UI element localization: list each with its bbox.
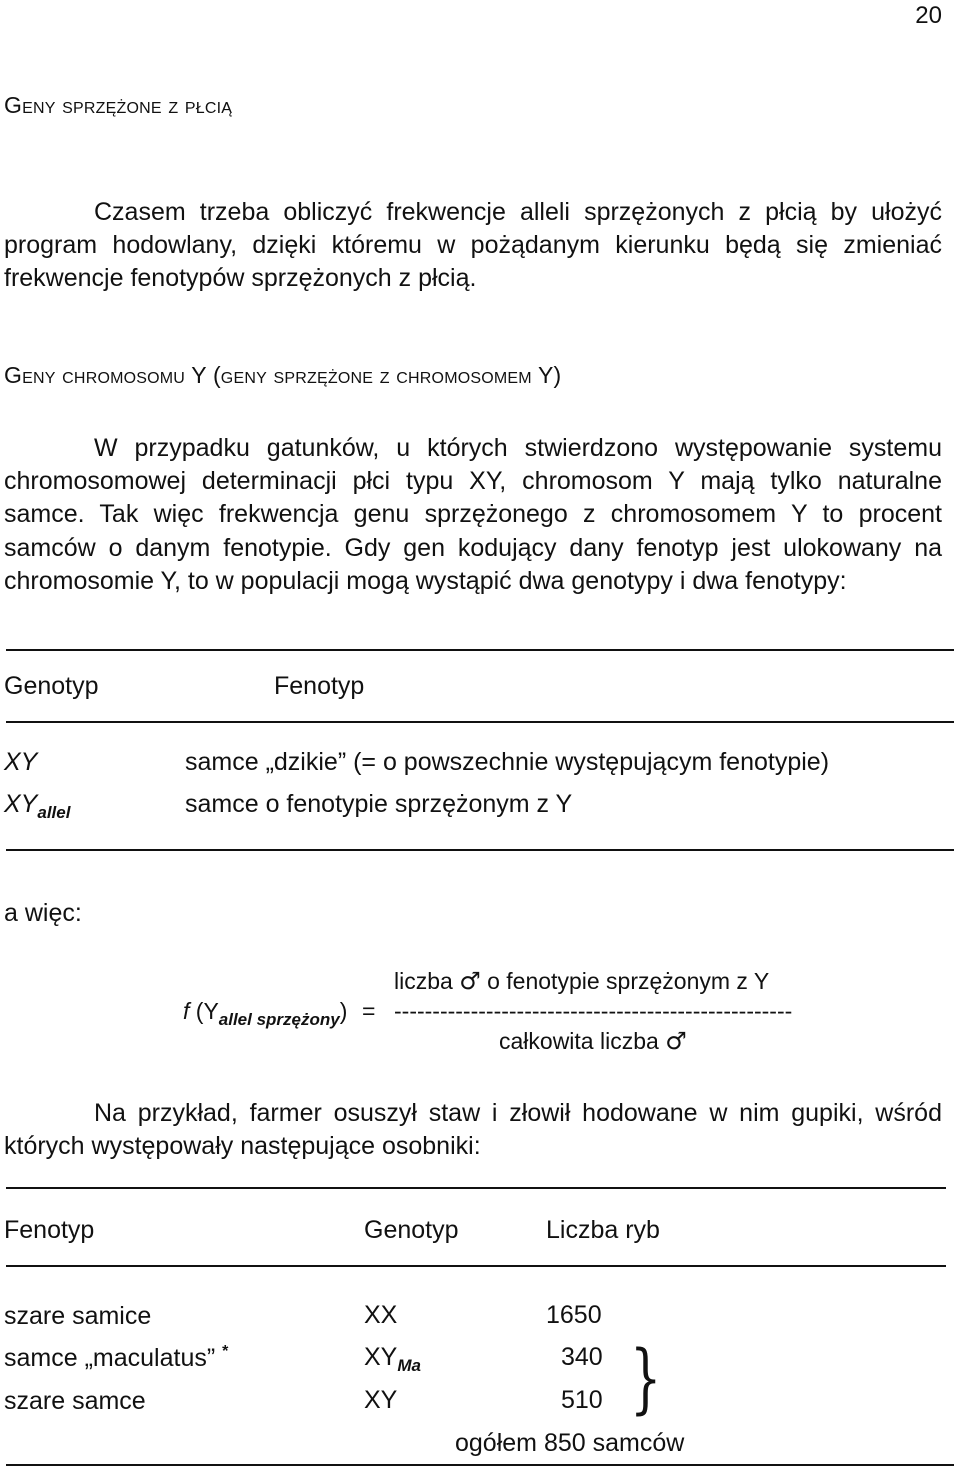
- y-chromosome-paragraph-text: W przypadku gatunków, u których stwierdzono występowanie systemu chromosomowej determinacji płci typu XY, chromosom Y mają tylko naturalne samce. Tak więc frekwencja genu sprzężonego z chromosomem Y to procent samców o danym fenotypie. Gdy gen kodujący dany fenotyp jest ulokowany na chromosomie Y, to w populacji mogą wystąpić dwa genotypy i dwa fenotypy:: [4, 434, 942, 595]
- table1-row2-genotype: $XY_{allel}$: [4, 790, 71, 822]
- table1-bottom-rule: [6, 849, 954, 851]
- table2-row3-phenotype: szare samce: [4, 1387, 146, 1415]
- table1-header-genotype: Genotyp: [4, 672, 99, 700]
- male-symbol-icon: ♂: [665, 1027, 687, 1055]
- page-number: 20: [915, 2, 942, 29]
- table2-row3-genotype: XY: [364, 1386, 398, 1414]
- table1-header-phenotype: Fenotyp: [274, 672, 365, 700]
- table2-total: ogółem 850 samców: [455, 1429, 685, 1457]
- table2-row2-count: 340: [561, 1343, 603, 1371]
- table2-row3-count: 510: [561, 1386, 603, 1414]
- table2-header-rule: [6, 1265, 946, 1267]
- formula-fraction-line: ----------------------------------------------------: [394, 998, 793, 1024]
- example-paragraph: [4, 1097, 942, 1163]
- male-symbol-icon: ♂: [459, 967, 481, 995]
- table2-row1-genotype: XX: [364, 1301, 398, 1329]
- table1-top-rule: [6, 649, 954, 651]
- table1-header-rule: [6, 721, 954, 723]
- table2-top-rule: [6, 1187, 946, 1189]
- table2-header-phenotype: Fenotyp: [4, 1216, 95, 1244]
- section-title-sex-linked: Geny sprzężone z płcią: [4, 92, 233, 118]
- table2-row2-genotype: $XY_{Ma}$: [364, 1343, 421, 1375]
- section-title-y-chromosome: Geny chromosomu Y (geny sprzężone z chromosomem Y): [4, 362, 562, 388]
- table2-row1-count: 1650: [546, 1301, 602, 1329]
- formula-denominator: całkowita liczba ♂: [499, 1027, 687, 1055]
- formula-equals: =: [362, 998, 376, 1024]
- table2-header-genotype: Genotyp: [364, 1216, 459, 1244]
- intro-paragraph: [4, 196, 942, 296]
- example-paragraph-text: Na przykład, farmer osuszył staw i złowił hodowane w nim gupiki, wśród których występowały następujące osobniki:: [4, 1099, 942, 1161]
- table1-row1-phenotype: samce „dzikie” (= o powszechnie występującym fenotypie): [185, 748, 830, 776]
- males-brace: }: [630, 1333, 662, 1422]
- table1-row2-phenotype: samce o fenotypie sprzężonym z Y: [185, 790, 573, 818]
- table2-header-count: Liczba ryb: [546, 1216, 660, 1244]
- formula-numerator: liczba ♂ o fenotypie sprzężonym z Y: [394, 967, 770, 995]
- intro-paragraph-text: Czasem trzeba obliczyć frekwencje alleli sprzężonych z płcią by ułożyć program hodowlany, dzięki któremu w pożądanym kierunku będą się zmieniać frekwencje fenotypów sprzężonych z płcią.: [4, 198, 942, 293]
- table1-row1-genotype: XY: [4, 748, 38, 776]
- table2-row1-phenotype: szare samice: [4, 1302, 152, 1330]
- formula-lhs: f $(Y_{allel sprzężony})$: [183, 998, 348, 1029]
- table2-bottom-rule: [6, 1464, 954, 1466]
- table2-row2-phenotype: samce „maculatus” *: [4, 1343, 229, 1372]
- y-chromosome-paragraph: [4, 432, 942, 598]
- a-wiec-label: a więc:: [4, 899, 82, 927]
